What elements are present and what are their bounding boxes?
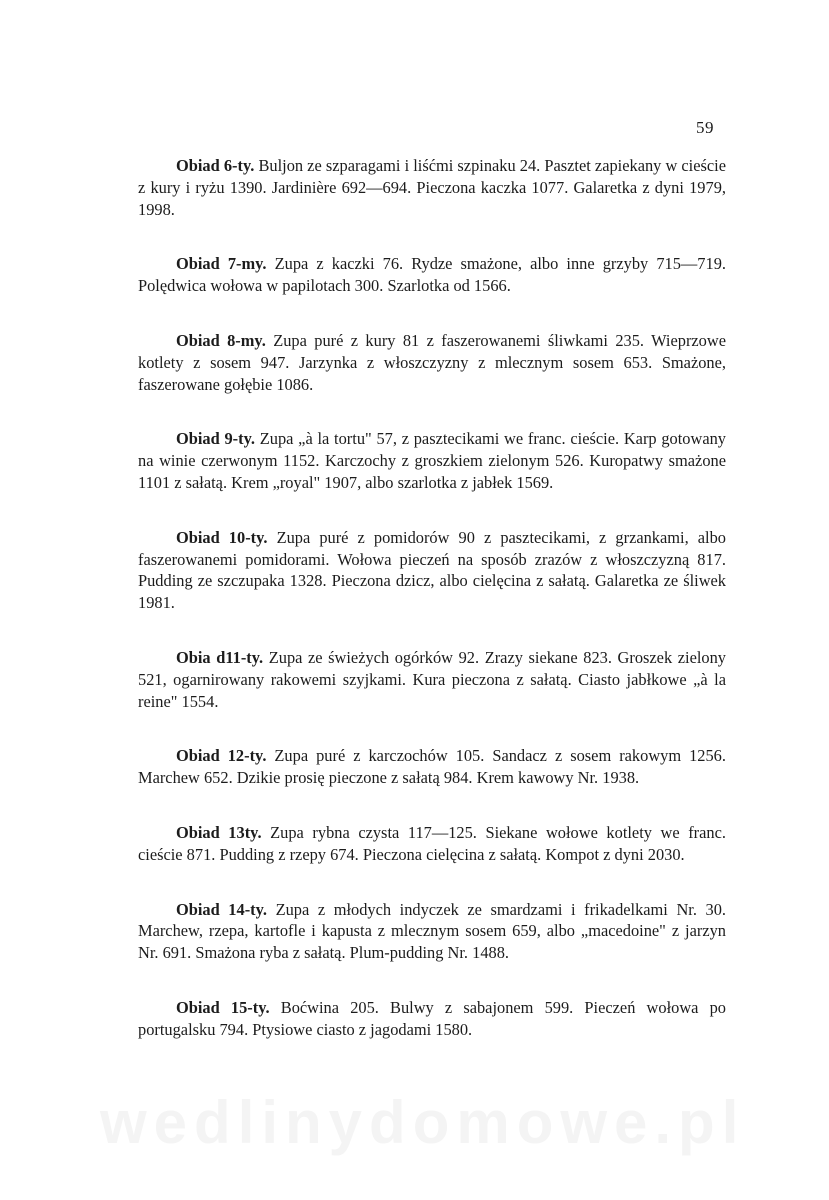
menu-entry-14 (138, 899, 726, 964)
entry-text: Zupa puré z karczochów 105. Sandacz z sosem rakowym 1256. Marchew 652. Dzikie prosię pieczone z sałatą 984. Krem kawowy Nr. 1938. (138, 746, 726, 788)
watermark: wedlinydomowe.pl (100, 1089, 746, 1156)
entry-title: Obiad 13ty. (176, 822, 262, 842)
entry-title: Obiad 6-ty. (176, 156, 255, 175)
menu-entry-12 (138, 745, 726, 789)
menu-entry-8 (138, 330, 726, 395)
menu-entry-6 (138, 155, 726, 220)
menu-entries (138, 155, 726, 1074)
entry-text: Buljon ze szparagami i liśćmi szpinaku 24. Pasztet zapiekany w cieście z kury i ryżu 1390. Jardinière 692—694. Pieczona kaczka 1077. Galaretka z dyni 1979, 1998. (138, 156, 726, 219)
entry-title: Obia d11-ty. (176, 647, 264, 667)
entry-text: Zupa puré z pomidorów 90 z pasztecikami, z grzankami, albo faszerowanemi pomidorami. Wołowa pieczeń na sposób zrazów z włoszczyzną 817. Pudding ze szczupaka 1328. Pieczona dzicz, albo cielęcina z sałatą. Galaretka ze śliwek 1981. (138, 527, 726, 613)
entry-title: Obiad 15-ty. (176, 997, 270, 1017)
entry-text: Zupa „à la tortu" 57, z pasztecikami we franc. cieście. Karp gotowany na winie czerwonym 1152. Karczochy z groszkiem zielonym 526. Kuropatwy smażone 1101 z sałatą. Krem „royal" 1907, albo szarlotka z jabłek 1569. (138, 429, 727, 492)
menu-entry-13 (138, 822, 726, 866)
entry-title: Obiad 7-my. (176, 254, 267, 274)
entry-text: Zupa puré z kury 81 z faszerowanemi śliwkami 235. Wieprzowe kotlety z sosem 947. Jarzynka z włoszczyzny z mlecznym sosem 653. Smażone, faszerowane gołębie 1086. (138, 330, 726, 394)
entry-text: Zupa z młodych indyczek ze smardzami i frikadelkami Nr. 30. Marchew, rzepa, kartofle i kapusta z mlecznym sosem 659, albo „macedoine" z jarzyn Nr. 691. Smażona ryba z sałatą. Plum-pudding Nr. 1488. (138, 899, 726, 963)
entry-text: Zupa rybna czysta 117—125. Siekane wołowe kotlety we franc. cieście 871. Pudding z rzepy 674. Pieczona cielęcina z sałatą. Kompot z dyni 2030. (138, 822, 726, 864)
menu-entry-10 (138, 527, 726, 614)
entry-text: Boćwina 205. Bulwy z sabajonem 599. Pieczeń wołowa po portugalsku 794. Ptysiowe ciasto z jagodami 1580. (138, 997, 726, 1039)
entry-title: Obiad 12-ty. (176, 746, 267, 766)
entry-text: Zupa z kaczki 76. Rydze smażone, albo inne grzyby 715—719. Polędwica wołowa w papilotach 300. Szarlotka od 1566. (138, 254, 726, 296)
entry-text: Zupa ze świeżych ogórków 92. Zrazy siekane 823. Groszek zielony 521, ogarnirowany rakowemi szyjkami. Kura pieczona z sałatą. Ciasto jabłkowe „à la reine" 1554. (138, 647, 726, 711)
menu-entry-11 (138, 647, 726, 712)
page-number: 59 (696, 118, 714, 137)
entry-title: Obiad 14-ty. (176, 899, 268, 919)
entry-title: Obiad 8-my. (176, 330, 266, 350)
entry-title: Obiad 10-ty. (176, 527, 268, 547)
menu-entry-15 (138, 997, 726, 1041)
menu-entry-9 (138, 428, 726, 493)
menu-entry-7 (138, 253, 726, 297)
entry-title: Obiad 9-ty. (176, 429, 255, 449)
